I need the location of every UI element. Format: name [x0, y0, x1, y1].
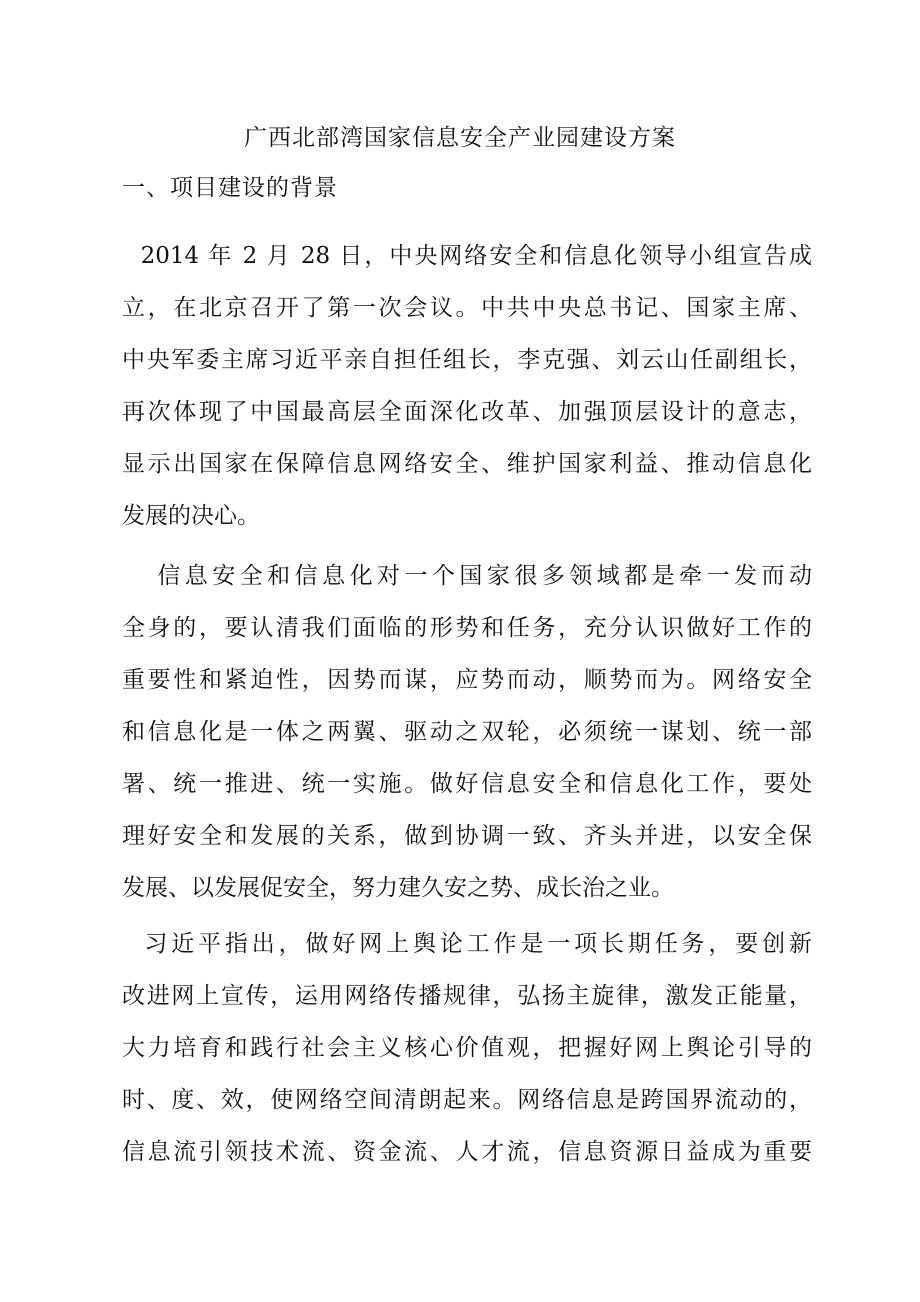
- section-heading: 一、项目建设的背景: [122, 175, 338, 201]
- paragraph-line: 大力培育和践行社会主义核心价值观，把握好网上舆论引导的: [122, 1035, 812, 1061]
- paragraph-line: 信息流引领技术流、资金流、人才流，信息资源日益成为重要: [122, 1139, 812, 1165]
- paragraph-1: [122, 230, 812, 542]
- paragraph-line: 全身的，要认清我们面临的形势和任务，充分认识做好工作的: [122, 615, 812, 641]
- paragraph-2: [122, 550, 812, 914]
- paragraph-line: 中央军委主席习近平亲自担任组长，李克强、刘云山任副组长，: [122, 347, 812, 373]
- paragraph-line: 立，在北京召开了第一次会议。中共中央总书记、国家主席、: [122, 295, 812, 321]
- paragraph-line: 和信息化是一体之两翼、驱动之双轮，必须统一谋划、统一部: [122, 719, 812, 745]
- paragraph-line: 发展的决心。: [122, 503, 260, 529]
- paragraph-line: 发展、以发展促安全，努力建久安之势、成长治之业。: [122, 875, 674, 901]
- paragraph-line: 重要性和紧迫性，因势而谋，应势而动，顺势而为。网络安全: [122, 667, 812, 693]
- paragraph-line: 理好安全和发展的关系，做到协调一致、齐头并进，以安全保: [122, 823, 812, 849]
- paragraph-line: 信息安全和信息化对一个国家很多领域都是牵一发而动: [122, 563, 812, 589]
- paragraph-line: 署、统一推进、统一实施。做好信息安全和信息化工作，要处: [122, 771, 812, 797]
- paragraph-line: 改进网上宣传，运用网络传播规律，弘扬主旋律，激发正能量，: [122, 983, 812, 1009]
- paragraph-line: 习近平指出，做好网上舆论工作是一项长期任务，要创新: [122, 931, 812, 957]
- paragraph-line: 时、度、效，使网络空间清朗起来。网络信息是跨国界流动的，: [122, 1087, 812, 1113]
- paragraph-line: 2014 年 2 月 28 日，中央网络安全和信息化领导小组宣告成: [122, 243, 812, 269]
- paragraph-line: 再次体现了中国最高层全面深化改革、加强顶层设计的意志，: [122, 399, 812, 425]
- document-title: 广西北部湾国家信息安全产业园建设方案: [244, 125, 676, 151]
- paragraph-3: [122, 918, 812, 1178]
- paragraph-line: 显示出国家在保障信息网络安全、维护国家利益、推动信息化: [122, 451, 812, 477]
